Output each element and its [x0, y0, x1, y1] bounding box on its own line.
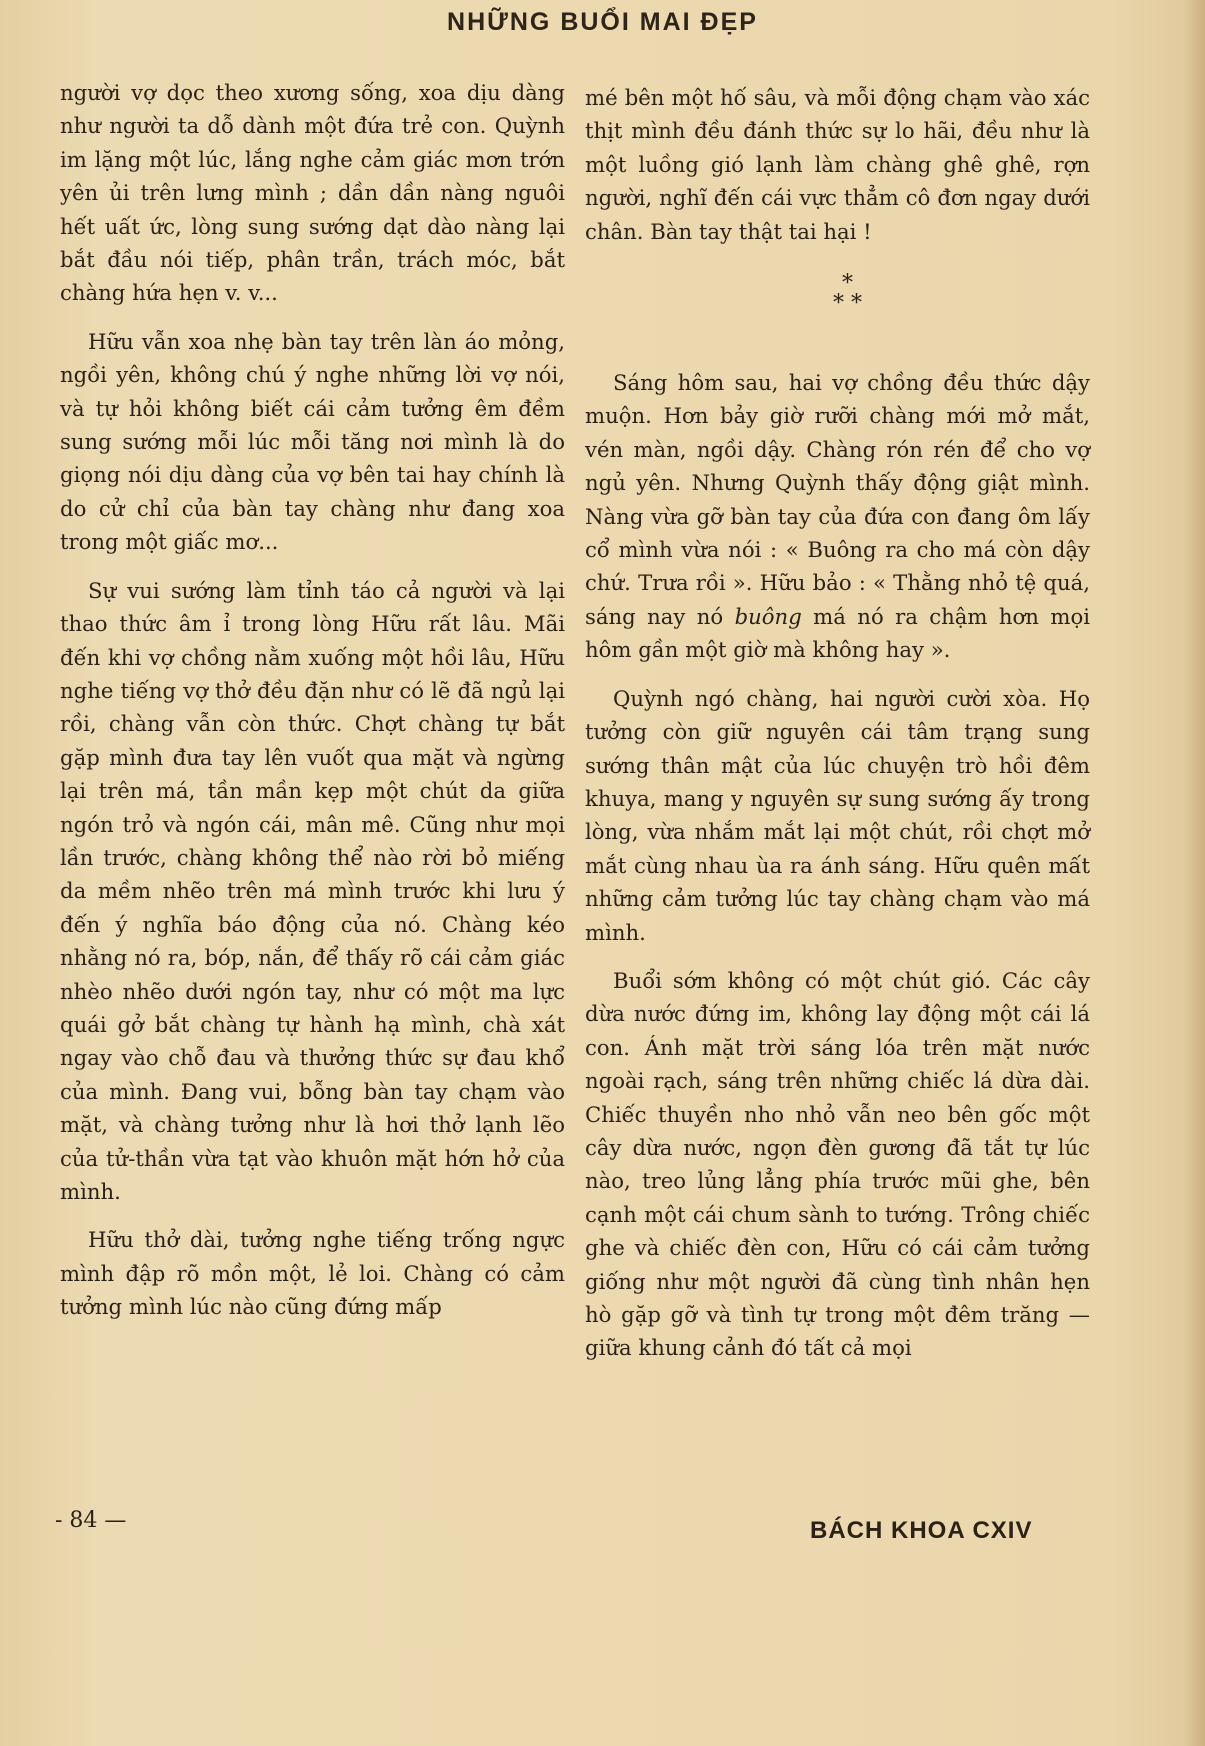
- right-paragraph-1-emphasis: buông: [734, 603, 802, 629]
- page-edge-stain: [1183, 0, 1205, 1746]
- right-paragraph-2: Quỳnh ngó chàng, hai người cười xòa. Họ tưởng còn giữ nguyên cái tâm trạng sung sướng thân mật của lúc chuyện trò hồi đêm khuya, mang y nguyên sự sung sướng ấy trong lòng, vừa nhắm mắt lại một chút, rồi chợt mở mắt cùng nhau ùa ra ánh sáng. Hữu quên mất những cảm tưởng lúc tay chàng chạm vào má mình.: [585, 685, 1090, 945]
- right-paragraph-continued: mé bên một hố sâu, và mỗi động chạm vào xác thịt mình đều đánh thức sự lo hãi, đều như là một luồng gió lạnh làm chàng ghê ghê, rợn người, nghĩ đến cái vực thẳm cô đơn ngay dưới chân. Bàn tay thật tai hại !: [585, 85, 1090, 244]
- right-paragraph-3: Buổi sớm không có một chút gió. Các cây dừa nước đứng im, không lay động một cái lá con. Ánh mặt trời sáng lóa trên mặt nước ngoài rạch, sáng trên những chiếc lá dừa dài. Chiếc thuyền nho nhỏ vẫn neo bên gốc một cây dừa nước, ngọn đèn gương đã tắt tự lúc nào, treo lủng lẳng phía trước mũi ghe, bên cạnh một cái chum sành to tướng. Trông chiếc ghe và chiếc đèn con, Hữu có cái cảm tưởng giống như một người đã cùng tình nhân hẹn hò gặp gỡ và tình tự trong một đêm trăng — giữa khung cảnh đó tất cả mọi: [585, 967, 1090, 1361]
- publication-title: BÁCH KHOA CXIV: [810, 1517, 1033, 1544]
- right-paragraph-1: [585, 366, 1090, 667]
- left-paragraph-3: Sự vui sướng làm tỉnh táo cả người và lại thao thức âm ỉ trong lòng Hữu rất lâu. Mãi đến khi vợ chồng nằm xuống một hồi lâu, Hữu nghe tiếng vợ thở đều đặn như có lẽ đã ngủ lại rồi, chàng vẫn còn thức. Chợt chàng tự bắt gặp mình đưa tay lên vuốt qua mặt và ngừng lại trên má, tần mần kẹp một chút da giữa ngón trỏ và ngón cái, mân mê. Cũng như mọi lần trước, chàng không thể nào rời bỏ miếng da mềm nhẽo trên má mình trước khi lưu ý đến ý nghĩa báo động của nó. Chàng kéo nhằng nó ra, bóp, nắn, để thấy rõ cái cảm giác nhèo nhẽo dưới ngón tay, như có một ma lực quái gở bắt chàng tự hành hạ mình, chà xát ngay vào chỗ đau và thưởng thức sự đau khổ của mình. Đang vui, bỗng bàn tay chạm vào mặt, và chàng tưởng như là hơi thở lạnh lẽo của tử-thần vừa tạt vào khuôn mặt hớn hở của mình.: [60, 577, 565, 1204]
- page-number: - 84 —: [55, 1508, 127, 1533]
- left-paragraph-2: Hữu vẫn xoa nhẹ bàn tay trên làn áo mỏng, ngồi yên, không chú ý nghe những lời vợ nói, và tự hỏi không biết cái cảm tưởng êm đềm sung sướng mỗi lúc mỗi tăng nơi mình là do giọng nói dịu dàng của vợ bên tai hay chính là do cử chỉ của bàn tay chàng như đang xoa trong một giấc mơ...: [60, 328, 565, 555]
- section-break-bottom-stars: * *: [833, 291, 862, 317]
- left-column: [60, 76, 565, 1324]
- left-paragraph-4: Hữu thở dài, tưởng nghe tiếng trống ngực mình đập rõ mồn một, lẻ loi. Chàng có cảm tưởng mình lúc nào cũng đứng mấp: [60, 1227, 565, 1320]
- left-paragraph-1: người vợ dọc theo xương sống, xoa dịu dàng như người ta dỗ dành một đứa trẻ con. Quỳnh im lặng một lúc, lắng nghe cảm giác mơn trớn yên ủi trên lưng mình ; dần dần nàng nguôi hết uất ức, lòng sung sướng dạt dào nàng lại bắt đầu nói tiếp, phân trần, trách móc, bắt chàng hứa hẹn v. v...: [60, 80, 565, 306]
- running-title: NHỮNG BUỔI MAI ĐẸP: [447, 8, 758, 36]
- right-column: [585, 81, 1090, 1365]
- section-break: [585, 271, 1090, 317]
- right-paragraph-1-text-a: Sáng hôm sau, hai vợ chồng đều thức dậy muộn. Hơn bảy giờ rưỡi chàng mới mở mắt, vén màn, ngồi dậy. Chàng rón rén để cho vợ ngủ yên. Nhưng Quỳnh thấy động giật mình. Nàng vừa gỡ bàn tay của đứa con đang ôm lấy cổ mình vừa nói : « Buông ra cho má còn dậy chứ. Trưa rồi ». Hữu bảo : « Thằng nhỏ tệ quá, sáng nay nó: [585, 370, 1090, 629]
- section-break-top-star: *: [842, 271, 853, 297]
- right-paragraph-1-text-b: má nó ra chậm hơn mọi hôm gần một giờ mà không hay ».: [585, 603, 1090, 663]
